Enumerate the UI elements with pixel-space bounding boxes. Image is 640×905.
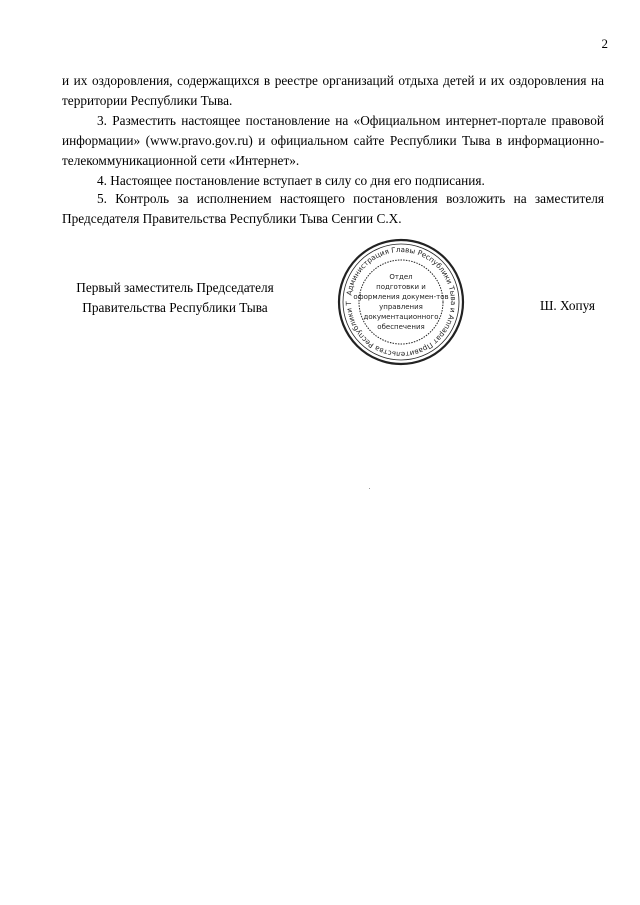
stamp-line-4: управления: [379, 303, 423, 311]
scan-speck: [369, 488, 370, 489]
stamp-line-1: Отдел: [389, 273, 413, 281]
paragraph-item-3: 3. Разместить настоящее постановление на «Официальном интернет-портале правовой информации» (www.pravo.gov.ru) и официальном сайте Республики Тыва в информационно-телекоммуникационной сети «Интернет».: [62, 113, 604, 168]
stamp-center-text: [353, 273, 448, 331]
paragraph-item-5: 5. Контроль за исполнением настоящего постановления возложить на заместителя Председателя Правительства Республики Тыва Сенгии С.Х.: [62, 191, 604, 226]
signatory-position-line-1: Первый заместитель Председателя: [76, 280, 274, 295]
stamp-line-6: обеспечения: [377, 323, 425, 331]
paragraph-continuation: и их оздоровления, содержащихся в реестре организаций отдыха детей и их оздоровления на территории Республики Тыва.: [62, 73, 604, 108]
stamp-ring-text: Администрация Главы Республики Тыва и Аппарат Правительства Республики Т: [343, 244, 459, 360]
official-seal-stamp: [336, 237, 466, 367]
signatory-name: Ш. Хопуя: [540, 298, 596, 313]
signatory-position: [60, 278, 290, 318]
stamp-graphic: [336, 237, 466, 367]
signatory-position-line-2: Правительства Республики Тыва: [82, 300, 268, 315]
stamp-line-2: подготовки и: [376, 283, 426, 291]
page-number: 2: [601, 36, 608, 51]
stamp-line-3: оформления докумен-тов: [353, 293, 449, 301]
paragraph-item-4: 4. Настоящее постановление вступает в силу со дня его подписания.: [97, 173, 485, 188]
stamp-line-5: документационного: [363, 313, 439, 321]
